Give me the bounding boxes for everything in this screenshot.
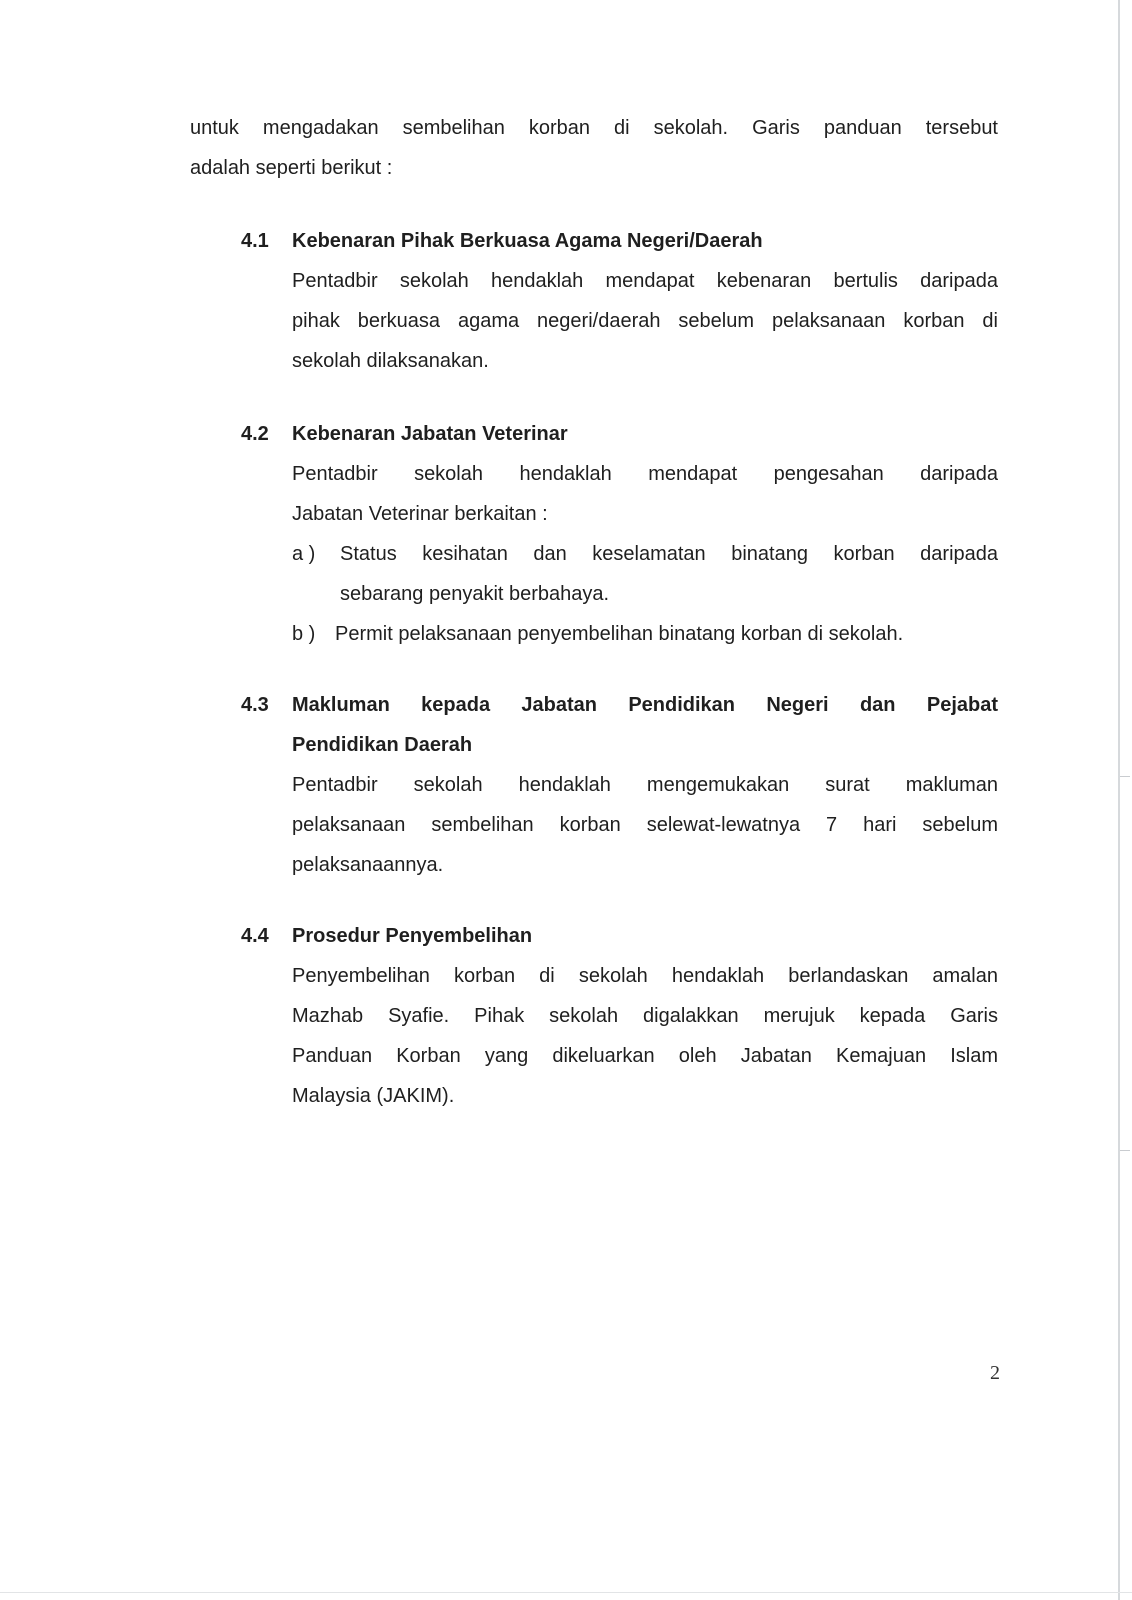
scan-mark [1120,1150,1130,1151]
section-4-2 [241,414,998,654]
list-text [335,614,998,654]
section-number: 4.1 [241,230,269,252]
section-title: Kebenaran Jabatan Veterinar [292,423,568,445]
section-number: 4.4 [241,925,269,947]
section-number: 4.2 [241,423,269,445]
body-line: Panduan Korban yang dikeluarkan oleh Jabatan Kemajuan Islam [292,1045,998,1067]
section-heading [241,414,998,454]
list-item [292,614,998,654]
section-4-4 [241,916,998,1116]
intro-line: adalah seperti berikut : [190,157,393,179]
section-title-line: Pendidikan Daerah [292,734,473,756]
body-line: pelaksanaan sembelihan korban selewat-lewatnya 7 hari sebelum [292,814,998,836]
list-line: Status kesihatan dan keselamatan binatang korban daripada [340,543,998,565]
section-4-1 [241,221,998,381]
section-heading [241,916,998,956]
list-text [340,534,998,614]
page-number: 2 [990,1362,1000,1384]
list-item [292,534,998,614]
section-body [292,765,998,885]
scan-mark [1120,776,1130,777]
section-number: 4.3 [241,694,269,716]
section-heading [241,685,998,765]
body-line: Pentadbir sekolah hendaklah mendapat pengesahan daripada [292,463,998,485]
body-line: Pentadbir sekolah hendaklah mengemukakan surat makluman [292,774,998,796]
list-marker: a ) [292,543,316,565]
section-body [292,956,998,1116]
scan-edge-right [1118,0,1120,1600]
intro-line: untuk mengadakan sembelihan korban di sekolah. Garis panduan tersebut [190,117,998,139]
body-line: Mazhab Syafie. Pihak sekolah digalakkan merujuk kepada Garis [292,1005,998,1027]
section-title: Kebenaran Pihak Berkuasa Agama Negeri/Daerah [292,230,763,252]
body-line: pihak berkuasa agama negeri/daerah sebelum pelaksanaan korban di [292,310,998,332]
list-line: sebarang penyakit berbahaya. [340,583,610,605]
section-title [292,685,998,765]
body-line: pelaksanaannya. [292,854,444,876]
section-body [292,454,998,534]
list-marker: b ) [292,623,316,645]
body-line: Pentadbir sekolah hendaklah mendapat kebenaran bertulis daripada [292,270,998,292]
section-heading [241,221,998,261]
section-4-3 [241,685,998,885]
section-body [292,261,998,381]
section-title-line: Makluman kepada Jabatan Pendidikan Negeri dan Pejabat [292,694,998,716]
section-title: Prosedur Penyembelihan [292,925,533,947]
sub-list [292,534,998,654]
list-line: Permit pelaksanaan penyembelihan binatang korban di sekolah. [335,623,904,645]
body-line: sekolah dilaksanakan. [292,350,489,372]
body-line: Jabatan Veterinar berkaitan : [292,503,548,525]
body-line: Penyembelihan korban di sekolah hendaklah berlandaskan amalan [292,965,998,987]
scan-edge-bottom [0,1592,1132,1593]
intro-paragraph [190,108,998,188]
body-line: Malaysia (JAKIM). [292,1085,455,1107]
